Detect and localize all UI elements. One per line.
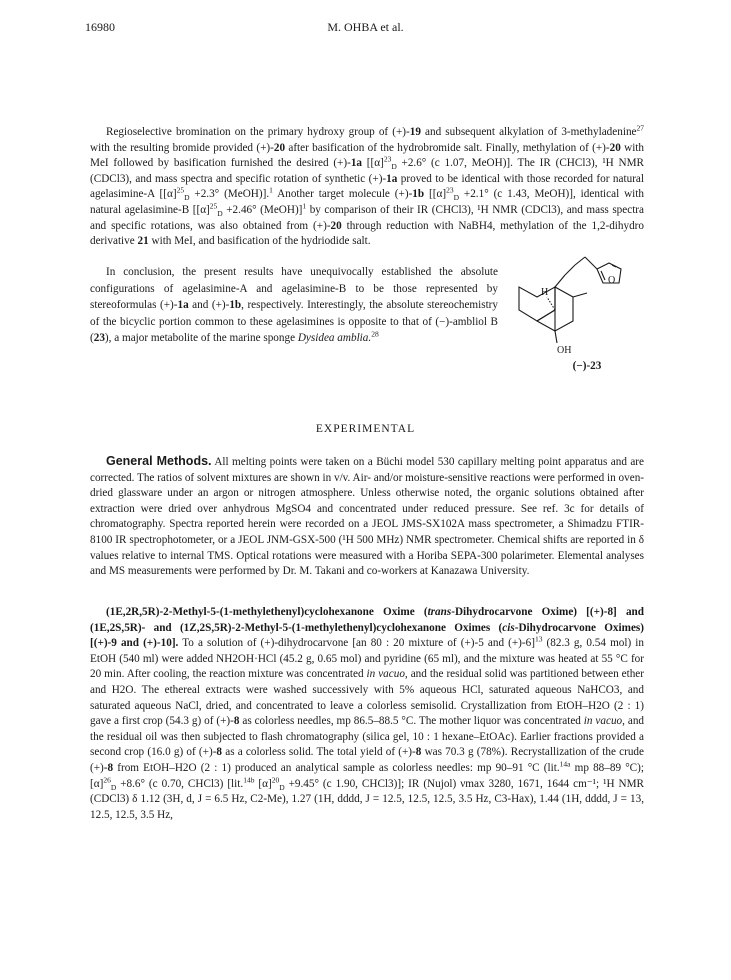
ring-b: [555, 287, 573, 331]
ring-a: [519, 287, 555, 321]
reference-sup: 28: [371, 329, 379, 339]
compound-ref: 21: [137, 235, 149, 248]
compound-ref: 8: [216, 746, 223, 759]
compound-ref: 20: [609, 141, 621, 154]
paragraph-oxime-procedure: (1E,2R,5R)-2-Methyl-5-(1-methylethenyl)cyclohexanone Oxime (trans-Dihydrocarvone Oxime) [(+)-8] and (1E,2S,5R)- and (1Z,2S,5R)-2-Methyl-5-(1-methylethenyl)cyclohexanone Oximes (cis-Dihydrocarvone Oximes) [(+)-9 and (+)-10]. To a solution of (+)-dihydrocarvone [an 80 : 20 mixture of (+)-5 and (+)-6]$^{13}$ (82.3 g, 0.54 mol) in EtOH (540 ml) were added NH2OH·HCl (45.2 g, 0.65 mol) and pyridine (65 ml), and the mixture was heated at 55 °C for 20 min. After cooling, the reaction mixture was concentrated in vacuo, and the residual solid was partitioned between ether and H2O. The ethereal extracts were washed successively with 5% aqueous HCl, saturated aqueous NaHCO3, and saturated aqueous NaCl, dried, and concentrated to leave a colorless semisolid. Crystallization from EtOH–H2O (2 : 1) gave a first crop (54.3 g) of (+)-8 as colorless needles, mp 86.5–88.5 °C. The mother liquor was concentrated in vacuo, and the residual oil was then subjected to flash chromatography (silica gel, 10 : 1 hexane–EtOAc). Earlier fractions provided a second crop (16.0 g) of (+)-8 as a colorless solid. The total yield of (+)-8 was 70.3 g (78%). Recrystallization of the crude (+)-8 from EtOH–H2O (2 : 1) produced an analytical sample as colorless needles: mp 90–91 °C (lit.$^{14a}$ mp 88–89 °C); $[\alpha]^{26}_D +8.6^\circ$ (c 0.70, CHCl3) [lit.$^{14b}$ $[\alpha]^{20}_D +9.45^\circ$ (c 1.90, CHCl3)]; IR (Nujol) νmax 3280, 1671, 1644 cm⁻¹; ¹H NMR (CDCl3) δ 1.12 (3H, d, J = 6.5 Hz, C2-Me), 1.27 (1H, dddd, J = 12.5, 12.5, 12.5, 3.5 Hz, C3-Hax), 1.44 (1H, dddd, J = 13, 12.5, 12.5, 3.5 Hz,: [90, 606, 645, 821]
paragraph-synthesis: Regioselective bromination on the primary hydroxy group of (+)-19 and subsequent alkylation of 3-methyladenine$^{27}$ with the resulting bromide provided (+)-20 after basification of the hydrobromide salt. Finally, methylation of (+)-20 with MeI followed by basification furnished the desired (+)-1a [$[\alpha]^{23}_D +2.6^\circ$ (c 1.07, MeOH)]. The IR (CHCl3), ¹H NMR (CDCl3), and mass spectra and specific rotation of synthetic (+)-1a proved to be identical with those recorded for natural agelasimine-A [$[\alpha]^{25}_D +2.3^\circ$ (MeOH)].$^1$ Another target molecule (+)-1b [$[\alpha]^{23}_D +2.1^\circ$ (c 1.43, MeOH)], identical with natural agelasimine-B [$[\alpha]^{25}_D +2.46^\circ$ (MeOH)]$^1$ by comparison of their IR (CHCl3), ¹H NMR (CDCl3), and mass spectra and specific rotations, was also obtained from (+)-20 through reduction with NaBH4, methylation of the 1,2-dihydro derivative 21 with MeI, and basification of the hydriodide salt.: [90, 123, 645, 248]
paragraph-conclusion: In conclusion, the present results have unequivocally established the absolute configurations of agelasimine-A and agelasimine-B to be those represented by stereoformulas (+)-1a and (+)-1b, respectively. Interestingly, the absolute stereochemistry of the bicyclic portion common to these agelasimines is opposite to that of (−)-ambliol B (23), a major metabolite of the marine sponge Dysidea amblia.$^{28}$: [90, 266, 499, 345]
procedure-title: (1E,2R,5R)-2-Methyl-5-(1-methylethenyl)cyclohexanone Oxime (trans-Dihydrocarvone Oxime) [(+)-8] and (1E,2S,5R)- and (1Z,2S,5R)-2-Methyl-5-(1-methylethenyl)cyclohexanone Oximes (cis-Dihydrocarvone Oximes) [(+)-9 and (+)-10].: [90, 606, 644, 650]
atom-o: O: [608, 275, 616, 286]
compound-ref: 1b: [229, 299, 242, 312]
paragraph-general-methods: General Methods. All melting points were taken on a Büchi model 530 capillary melting point apparatus and are corrected. The ratios of solvent mixtures are shown in v/v. Air- and/or moisture-sensitive reactions were performed in oven-dried glassware under an argon or nitrogen atmosphere. Unless otherwise noted, the organic solutions obtained after extraction were dried over anhydrous MgSO4 and concentrated under reduced pressure. See ref. 3c for details of chromatography. Spectra reported herein were recorded on a JEOL JMS-SX102A mass spectrometer, a Shimadzu FTIR-8100 IR spectrophotometer, or a JEOL JNM-GSX-500 (¹H 500 MHz) NMR spectrometer. Chemical shifts are reported in δ values relative to internal TMS. Optical rotations were measured with a Horiba SEPA-300 polarimeter. Elemental analyses and MS measurements were performed by Dr. M. Takani and co-workers at Kanazawa University.: [90, 454, 645, 578]
reference-sup: 13: [534, 634, 543, 644]
running-head: M. OHBA et al.: [327, 20, 404, 34]
compound-ref: 1a: [177, 299, 189, 312]
compound-ref: 1a: [350, 157, 363, 170]
compound-ref: 1b: [412, 188, 425, 201]
reference-sup: 27: [636, 123, 644, 133]
reference-sup: 14a: [559, 759, 571, 769]
compound-ref: 23: [93, 332, 105, 345]
atom-h: H: [541, 287, 549, 298]
compound-ref: 8: [233, 715, 240, 728]
figure-label: (−)-23: [572, 360, 602, 372]
page-number: 16980: [85, 20, 115, 34]
species-name: Dysidea amblia.: [297, 332, 372, 345]
reference-sup: 1: [302, 201, 307, 211]
compound-ref: 19: [409, 126, 421, 138]
compound-ref: 20: [273, 141, 286, 154]
compound-ref: 1a: [386, 172, 398, 185]
section-title: EXPERIMENTAL: [315, 423, 416, 435]
reference-sup: 14b: [243, 774, 255, 784]
compound-ref: 8: [415, 746, 422, 759]
reference-sup: 1: [269, 185, 273, 195]
page-header: [0, 20, 731, 40]
paragraph-lead: General Methods.: [106, 454, 212, 468]
atom-oh: OH: [557, 345, 572, 356]
ambliol-b-structure: [513, 255, 643, 377]
compound-ref: 8: [107, 761, 114, 774]
compound-ref: 20: [330, 219, 342, 232]
